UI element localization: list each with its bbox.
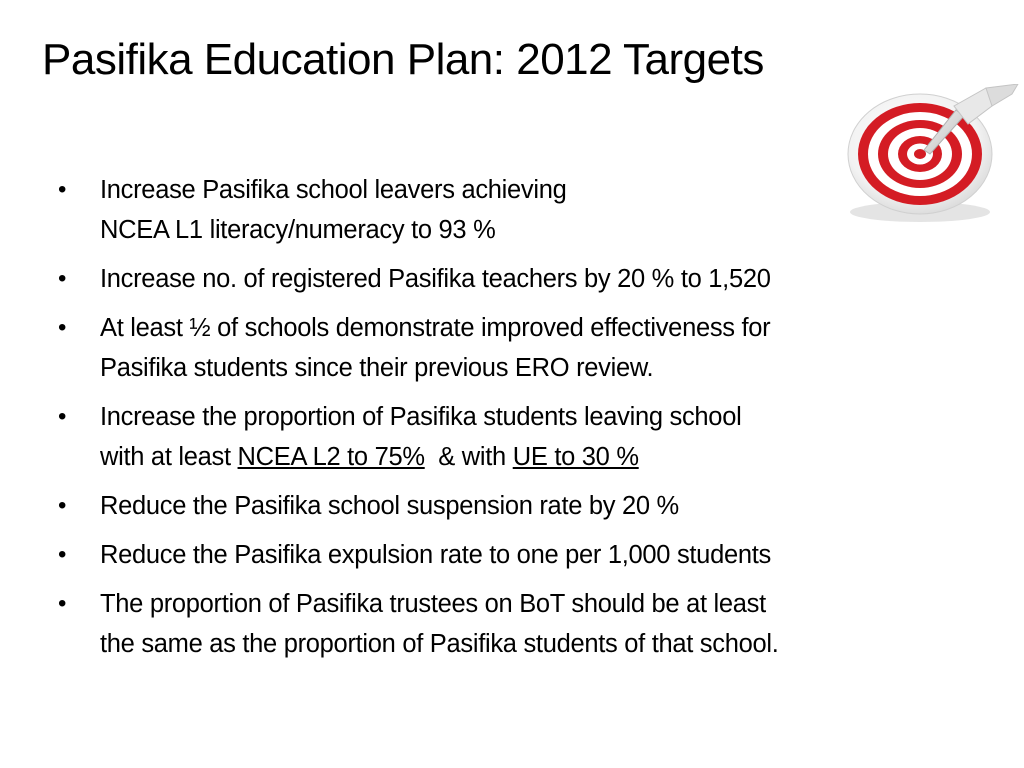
bullet-text: • Increase Pasifika school leavers achieving [100,176,567,204]
bullet-text: • The proportion of Pasifika trustees on BoT should be at least [100,590,766,618]
bullet-item [58,170,978,250]
slide-title: Pasifika Education Plan: 2012 Targets [42,35,764,84]
bullet-text: the same as the proportion of Pasifika students of that school. [100,630,779,658]
bullet-item [58,397,978,477]
bullet-text: NCEA L1 literacy/numeracy to 93 % [100,216,496,244]
bullet-item [58,259,978,299]
bullet-list [58,170,978,673]
bullet-item [58,584,978,664]
bullet-item [58,535,978,575]
ncea-l2-target: NCEA L2 to 75% [237,443,425,471]
ue-target: UE to 30 % [512,443,639,471]
bullet-text: & with [424,443,513,471]
bullet-text: • Increase no. of registered Pasifika teachers by 20 % to 1,520 [100,265,771,293]
bullet-item [58,308,978,388]
bullet-text: Pasifika students since their previous ERO review. [100,354,654,382]
bullet-item [58,486,978,526]
bullet-text: with at least [100,443,238,471]
bullet-text: • Increase the proportion of Pasifika students leaving school [100,403,742,431]
bullet-text-line [100,437,978,477]
bullet-text: • Reduce the Pasifika expulsion rate to one per 1,000 students [100,541,771,569]
bullet-text: • At least ½ of schools demonstrate improved effectiveness for [100,314,771,342]
bullet-text: • Reduce the Pasifika school suspension rate by 20 % [100,492,679,520]
